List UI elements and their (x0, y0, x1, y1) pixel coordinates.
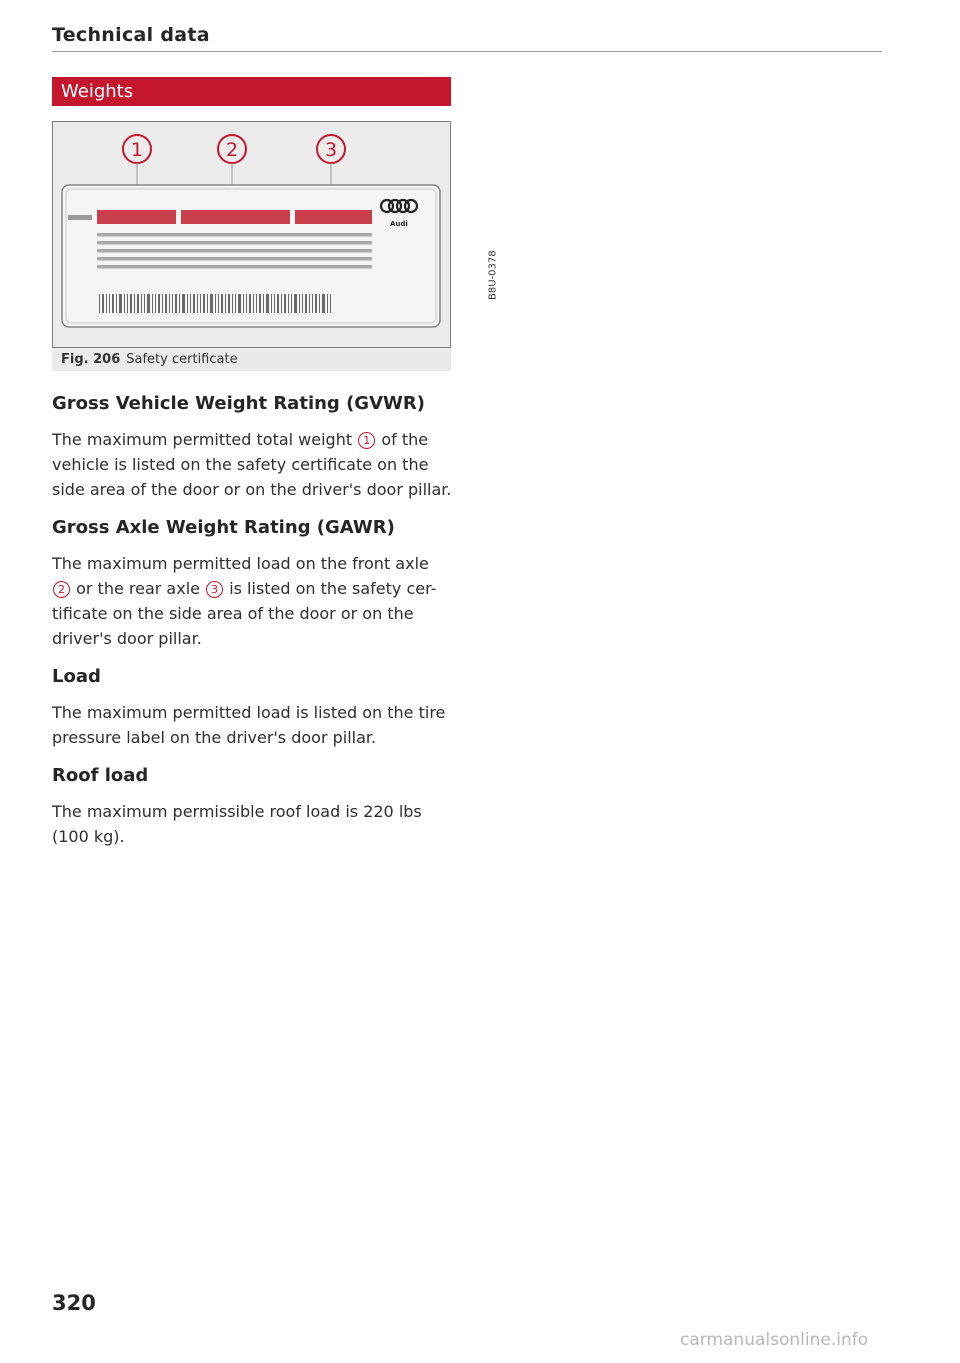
section-banner-weights: Weights (52, 77, 451, 106)
heading-gvwr: Gross Vehicle Weight Rating (GVWR) (52, 393, 425, 414)
callout-ref-3: 3 (206, 581, 223, 598)
paragraph-gawr: The maximum permitted load on the front axle 2 or the rear axle 3 is listed on the safety cer- tificate on the side area of the door or on the driver's door pillar. (52, 554, 437, 648)
heading-gawr: Gross Axle Weight Rating (GAWR) (52, 517, 395, 538)
rear-gawr-bar (295, 210, 372, 224)
figure-safety-certificate (52, 121, 499, 348)
svg-text:2: 2 (225, 139, 239, 161)
header-divider (52, 51, 882, 52)
front-gawr-bar (181, 210, 290, 224)
figure-caption-text: Safety certificate (126, 352, 238, 367)
heading-load: Load (52, 666, 101, 687)
figure-caption (52, 348, 451, 371)
paragraph-gvwr: The maximum permitted total weight 1 of the vehicle is listed on the safety certificate on the side area of the door or on the driver's door pillar. (52, 430, 452, 499)
callout-ref-2: 2 (53, 581, 70, 598)
gvwr-bar (97, 210, 176, 224)
paragraph-load: The maximum permitted load is listed on the tire pressure label on the driver's door pillar. (52, 703, 446, 747)
safety-certificate-illustration (53, 122, 452, 349)
paragraph-roof-load: The maximum permissible roof load is 220 lbs (100 kg). (52, 802, 422, 846)
callout-ref-1: 1 (358, 432, 375, 449)
heading-roof-load: Roof load (52, 765, 149, 786)
page-header-title: Technical data (52, 24, 210, 46)
brand-label: Audi (390, 220, 408, 228)
svg-text:3: 3 (324, 139, 338, 161)
watermark: carmanualsonline.info (680, 1330, 869, 1350)
figure-number: Fig. 206 (61, 352, 121, 367)
page-number: 320 (52, 1291, 96, 1315)
svg-text:1: 1 (130, 139, 144, 161)
figure-id-label: B8U-0378 (487, 250, 499, 300)
